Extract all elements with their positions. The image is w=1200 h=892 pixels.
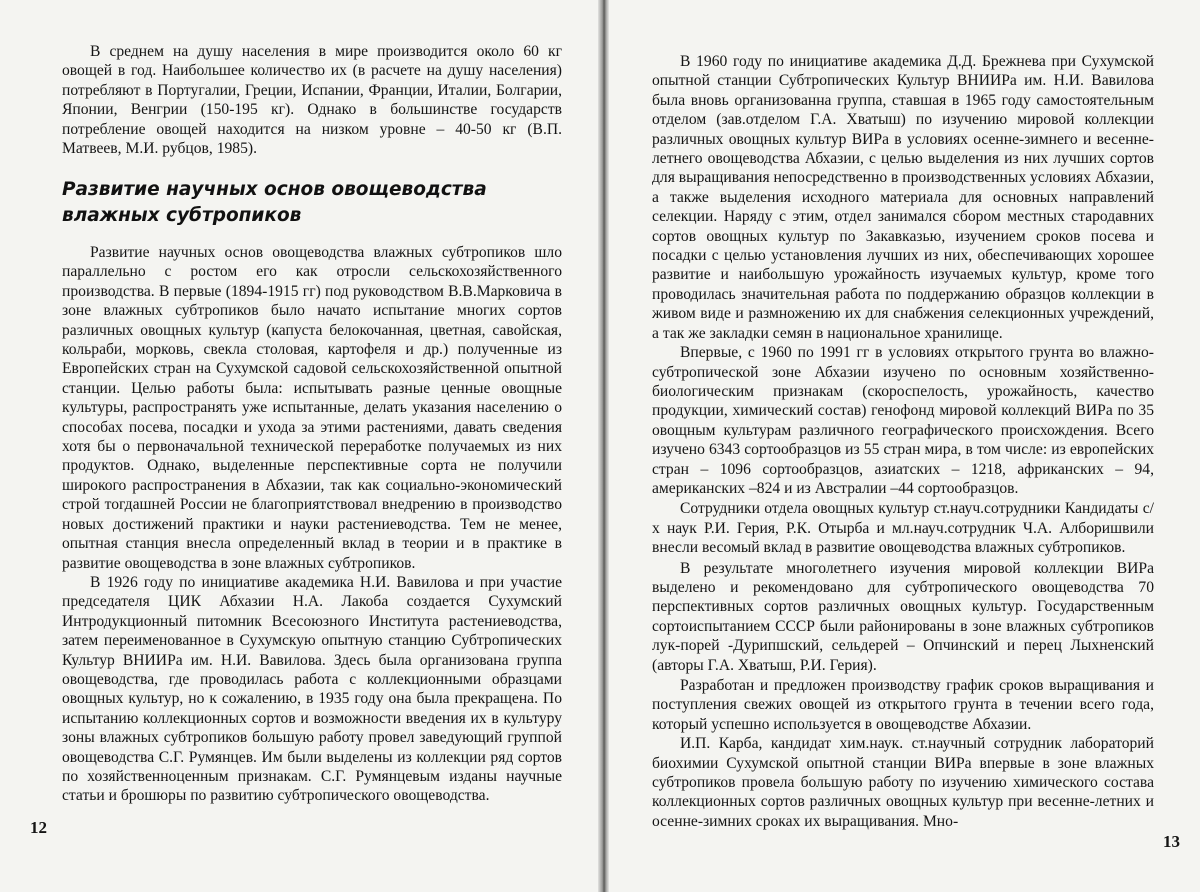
right-paragraph-5: Разработан и предложен производству график сроков выращивания и поступления свежих овощей из открытого грунта в течении всего года, который успешно используется в овощеводстве Абхазии. [652,677,1154,733]
page-number-right: 13 [1163,832,1180,851]
intro-block [62,42,562,158]
left-paragraph-1: Развитие научных основ овощеводства влажных субтропиков шло параллельно с ростом его как отросли сельскохозяйственного производства. В первые (1894-1915 гг) под руководством В.В.Марковича в зоне влажных субтропиков было начато испытание многих сортов различных овощных культур (капуста белокочанная, цветная, савойская, кольраби, морковь, свекла столовая, картофеля и др.) полученные из Европейских стран на Сухумской садовой сельскохозяйственной опытной станции. Целью работы была: испытывать разные ценные овощные культуры, распространять уже испытанные, делать указания населению о способах посева, посадки и ухода за этими растениями, давать сведения хотя бы о первоначальной технической переработке получаемых из них продуктов. Однако, выделенные перспективные сорта не получили широкого распространения в Абхазии, так как социально-экономический строй тогдашней России не благоприятствовал внедрению в производство новых достижений практики и науки растениеводства. Тем не менее, опытная станция внесла определенный вклад в теории и в практике в развитие овощеводства в зоне влажных субтропиков. [62,244,562,572]
left-body [62,243,562,806]
intro-paragraph: В среднем на душу населения в мире производится около 60 кг овощей в год. Наибольшее количество их (в расчете на душу населения) потребляют в Португалии, Греции, Испании, Франции, Италии, Болгарии, Японии, Венгрии (150-195 кг). Однако в большинстве государств потребление овощей находится на низком уровне – 40-50 кг (В.П. Матвеев, М.И. рубцов, 1985). [62,43,562,158]
right-paragraph-3: Сотрудники отдела овощных культур ст.науч.сотрудники Кандидаты с/х наук Р.И. Герия, Р.К. Отырба и мл.науч.сотрудник Ч.А. Алборишвили внесли весомый вклад в развитие овощеводства влажных субтропиков. [652,500,1154,557]
left-paragraph-2: В 1926 году по инициативе академика Н.И. Вавилова и при участие председателя ЦИК Абхазии Н.А. Лакоба создается Сухумский Интродукционный питомник Всесоюзного Института растениеводства, затем переименованное в Сухумскую опытную станцию Субтропических Культур ВНИИРа им. Н.И. Вавилова. Здесь была организована группа овощеводства, где проводилась работа с коллекционными образцами овощных культур, но к сожалению, в 1935 году она была прекращена. По испытанию коллекционных сортов и возможности введения их в культуру зоны влажных субтропиков большую работу провел заведующий группой овощеводства С.Г. Румянцев. Им были выделены из коллекции ряд сортов по хозяйственноценным признакам. С.Г. Румянцевым изданы научные статьи и брошюры по развитию субтропического овощеводства. [62,573,562,805]
book-gutter [598,0,609,892]
section-heading: Развитие научных основ овощеводства влажных субтропиков [62,179,487,226]
right-paragraph-2: Впервые, с 1960 по 1991 гг в условиях открытого грунта во влажно-субтропической зоне Абхазии изучено по основным хозяйственно-биологическим признакам (скороспелость, урожайность, качество продукции, химический состав) генофонд мировой коллекций ВИРа по 35 овощным культурам различного географического происхождения. Всего изучено 6343 сортообразцов из 55 стран мира, в том числе: из европейских стран – 1096 сортообразцов, азиатских – 1218, африканских – 94, американских –824 и из Австралии –44 сортообразцов. [652,344,1154,497]
right-body [652,52,1154,831]
right-paragraph-6: И.П. Карба, кандидат хим.наук. ст.научный сотрудник лабораторий биохимии Сухумской опытной станции ВИРа впервые в зоне влажных субтропиков провела большую работу по изучению химического состава коллекционных сортов различных овощных культур при весенне-летних и осенне-зимних сроках их выращивания. Мно- [652,735,1154,830]
right-paragraph-1: В 1960 году по инициативе академика Д.Д. Брежнева при Сухумской опытной станции Субтропических Культур ВНИИРа им. Н.И. Вавилова была вновь организованна группа, ставшая в 1965 году самостоятельным отделом (зав.отделом Г.А. Хватыш) по изучению мировой коллекции различных овощных культур ВИРа в условиях осенне-зимнего и весенне-летнего овощеводства Абхазии, с целью выделения из них лучших сортов для выращивания непосредственно в производственных условиях Абхазии, а также выделения исходного материала для основных направлений селекции. Наряду с этим, отдел занимался сбором местных стародавних сортов овощных культур по Закавказью, изучением сроков посева и посадки с целью установления лучших из них, обеспечивающих хорошее развитие и наибольшую урожайность изучаемых культур, кроме того проводилась значительная работа по поддержанию образцов коллекции в живом виде и размножению их для снабжения селекционных учреждений, а так же закладки семян в национальное хранилище. [652,53,1154,342]
page-number-left: 12 [30,818,47,837]
right-paragraph-4: В результате многолетнего изучения мировой коллекции ВИРа выделено и рекомендовано для субтропического овощеводства 70 перспективных сортов различных овощных культур. Государственным сортоиспытанием СССР были районированы в зоне влажных субтропиков лук-порей -Дурипшский, сельдерей – Опчинский и перец Лыхненский (авторы Г.А. Хватыш, Р.И. Герия). [652,559,1154,674]
